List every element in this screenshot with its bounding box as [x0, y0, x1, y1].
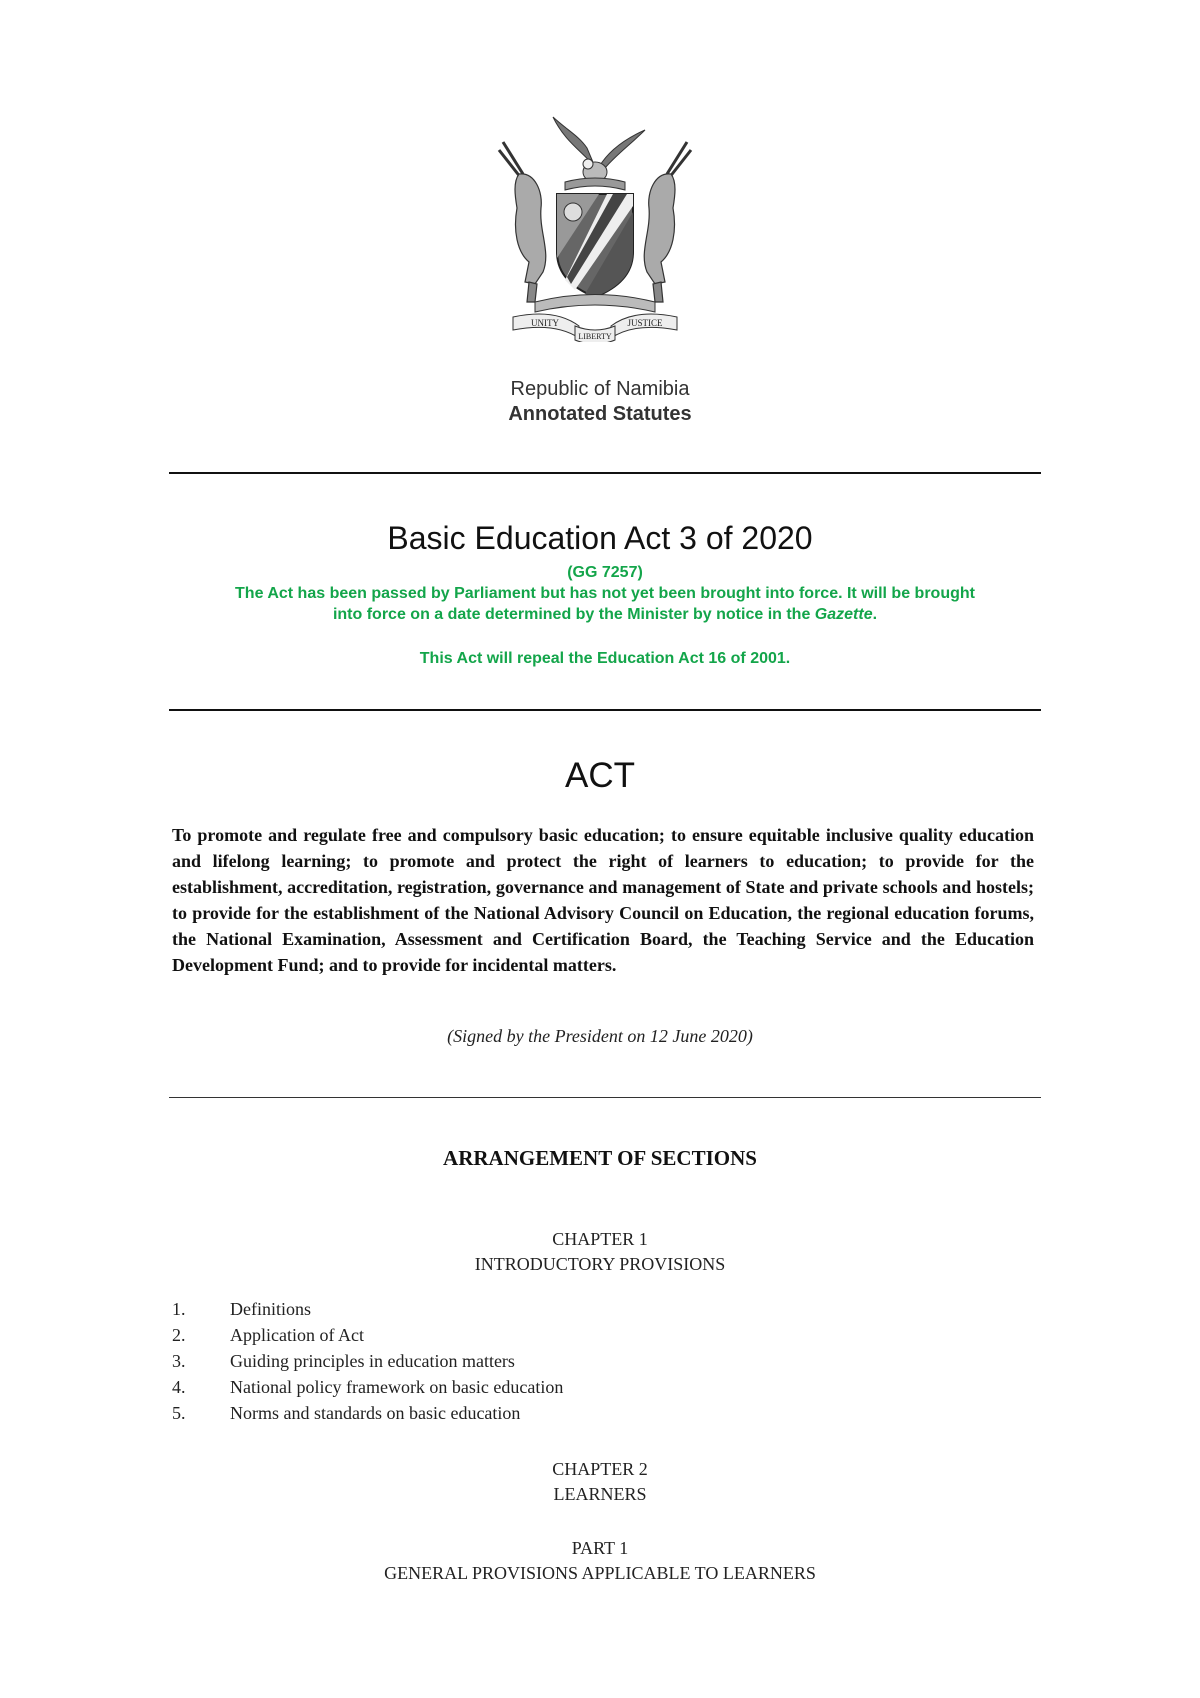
shield-icon: [557, 194, 633, 297]
part1-label: PART 1: [571, 1538, 629, 1558]
list-item: 3. Guiding principles in education matters: [172, 1351, 515, 1371]
motto-unity: UNITY: [531, 318, 559, 328]
motto-justice: JUSTICE: [627, 318, 663, 328]
divider-middle: [169, 709, 1041, 711]
list-item: 4. National policy framework on basic education: [172, 1377, 564, 1397]
chapter1-label: CHAPTER 1: [552, 1229, 648, 1249]
divider-bottom: [169, 1097, 1041, 1098]
list-item: 1. Definitions: [172, 1299, 311, 1319]
gazette-ref: (GG 7257): [567, 564, 643, 581]
oryx-right-icon: [644, 142, 691, 302]
coat-of-arms-icon: [495, 112, 695, 342]
series-name: Annotated Statutes: [508, 403, 692, 425]
motto-scroll: [513, 314, 677, 342]
gazette-italic: Gazette: [814, 606, 873, 623]
chapter2-label: CHAPTER 2: [552, 1459, 648, 1479]
oryx-left-icon: [499, 142, 546, 302]
long-title: To promote and regulate free and compulsory basic education; to ensure equitable inclusive quality education and lifelong learning; to promote and protect the right of learners to education; to provide for the establishment, accreditation, registration, governance and management of State and private schools and hostels; to provide for the establishment of the National Advisory Council on Education, the regional education forums, the National Examination, Assessment and Certification Board, the Teaching Service and the Education Development Fund; and to provide for incidental matters.: [172, 825, 1034, 975]
eagle-icon: [553, 117, 645, 182]
commencement-notice-line2: into force on a date determined by the Minister by notice in the Gazette.: [332, 606, 878, 623]
part1-title: GENERAL PROVISIONS APPLICABLE TO LEARNERS: [384, 1563, 816, 1583]
list-item: 5. Norms and standards on basic education: [172, 1403, 521, 1423]
section-list: [172, 1296, 563, 1426]
commencement-notice-line1: The Act has been passed by Parliament but has not yet been brought into force. It will be brought: [235, 585, 975, 602]
arrangement-heading: ARRANGEMENT OF SECTIONS: [443, 1146, 757, 1170]
chapter1-title: INTRODUCTORY PROVISIONS: [474, 1254, 726, 1274]
country-name: Republic of Namibia: [510, 378, 690, 400]
repeal-notice: This Act will repeal the Education Act 16 of 2001.: [419, 650, 791, 667]
chapter2-title: LEARNERS: [553, 1484, 647, 1504]
list-item: 2. Application of Act: [172, 1325, 364, 1345]
motto-liberty: LIBERTY: [578, 332, 612, 341]
act-heading: ACT: [565, 756, 635, 795]
act-title: Basic Education Act 3 of 2020: [387, 520, 813, 556]
signature-note: (Signed by the President on 12 June 2020): [447, 1026, 753, 1046]
divider-top: [169, 472, 1041, 474]
